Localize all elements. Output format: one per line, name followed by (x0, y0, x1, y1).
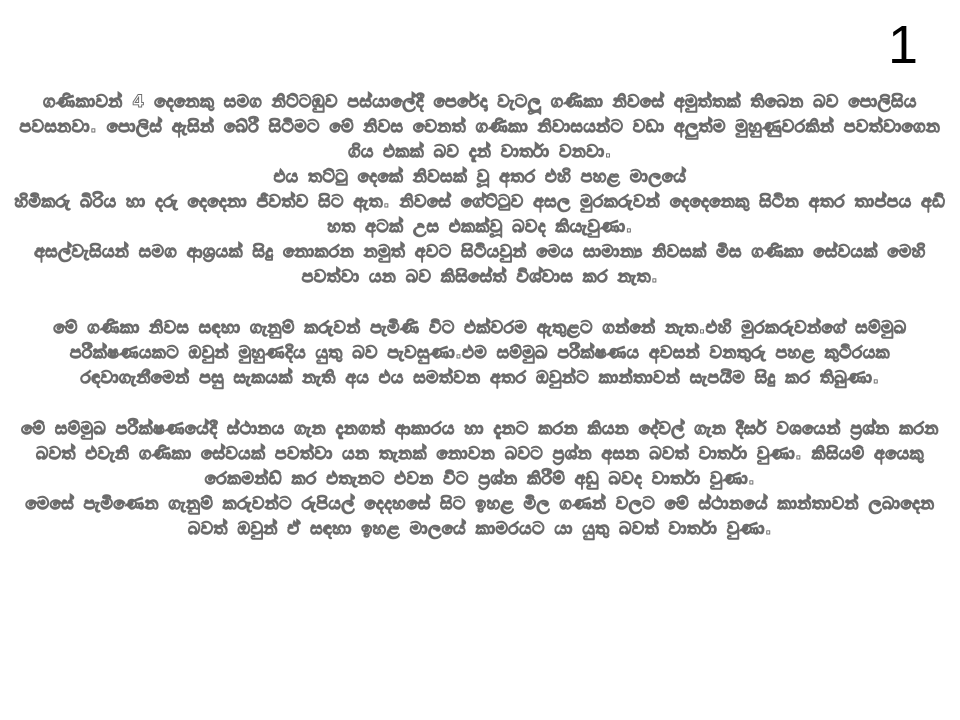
paragraph-2: මේ ගණිකා නිවස සඳහා ගැනුම් කරුවන් පැමිණි විට එක්වරම ඇතුළට ගන්නේ නැත.එහි මුරකරුවන්ගේ සම්මුඛ පරීක්ෂණයකට ඔවුන් මුහුණදිය යුතු බව පැවසුණා.එම සම්මුඛ පරීක්ෂණය අවසන් වනතුරු පහළ කුටිරයක රඳවාගැනීමෙන් පසු සැකයක් නැති අය එය සමත්වන අතර ඔවුන්ට කාන්තාවන් සැපයීම සිදු කර තිබුණා. (53, 318, 907, 388)
paragraph-1: ගණිකාවන් 4 දෙනෙකු සමග නිට්ටඹුව පස්යාලේදී පෙරේදා වැටලූ ගණිකා නිවසේ අමුත්තක් තිබෙන බව පොලිසිය පවසනවා. පොලිස් ඇසින් බේරී සිටීමට මේ නිවස වෙනත් ගණිකා නිවාසයන්ට වඩා අලුත්ම මුහුණුවරකින් පවත්වාගෙන ගිය එකක් බව දැන් වාර්තා වනවා. එය තට්ටු දෙකේ නිවසක් වූ අතර එහි පහළ මාලයේ හිමිකරු බිරිය හා දරු දෙදෙනා ජීවත්ව සිට ඇත. නිවසේ ගේට්ටුව අසල මුරකරුවන් දෙදෙනෙකු සිටින අතර තාප්පය අඩි හත අටක් උස එකක්වූ බවද කියැවුණා. අසල්වැසියන් සමග ආශ්‍රයක් සිදු නොකරන නමුත් අවට සිටියවුන් මෙය සාමාන්‍ය නිවසක් මිස ගණිකා සේවයක් මෙහි පවත්වා යන බව කිසිසේත් විශ්වාස කර නැත. (14, 92, 946, 287)
slide-number: 1 (887, 15, 918, 75)
article-body (12, 90, 948, 568)
paragraph-3: මේ සම්මුඛ පරීක්ෂණයේදී ස්ථානය ගැන දැනගත් ආකාරය හා දැනට කරන කියන දේවල් ගැන දීර්ඝ වශයෙන් ප්‍රශ්න කරන බවත් එවැනි ගණිකා සේවයක් පවත්වා යන තැනක් නොවන බවට ප්‍රශ්න අසන බවත් වාර්තා වුණා. කිසියම් අයෙකු රෙකමන්ඩ් කර එතැනට එවන විට ප්‍රශ්න කිරීම් අඩු බවද වාර්තා වුණා. මෙසේ පැමිණෙන ගැනුම් කරුවන්ට රුපියල් දෙදහසේ සිට ඉහළ මිල ගණන් වලට මේ ස්ථානයේ කාන්තාවන් ලබාදෙන බවත් ඔවුන් ඒ සඳහා ඉහළ මාලයේ කාමරයට යා යුතු බවත් වාර්තා වුණා. (21, 419, 939, 539)
